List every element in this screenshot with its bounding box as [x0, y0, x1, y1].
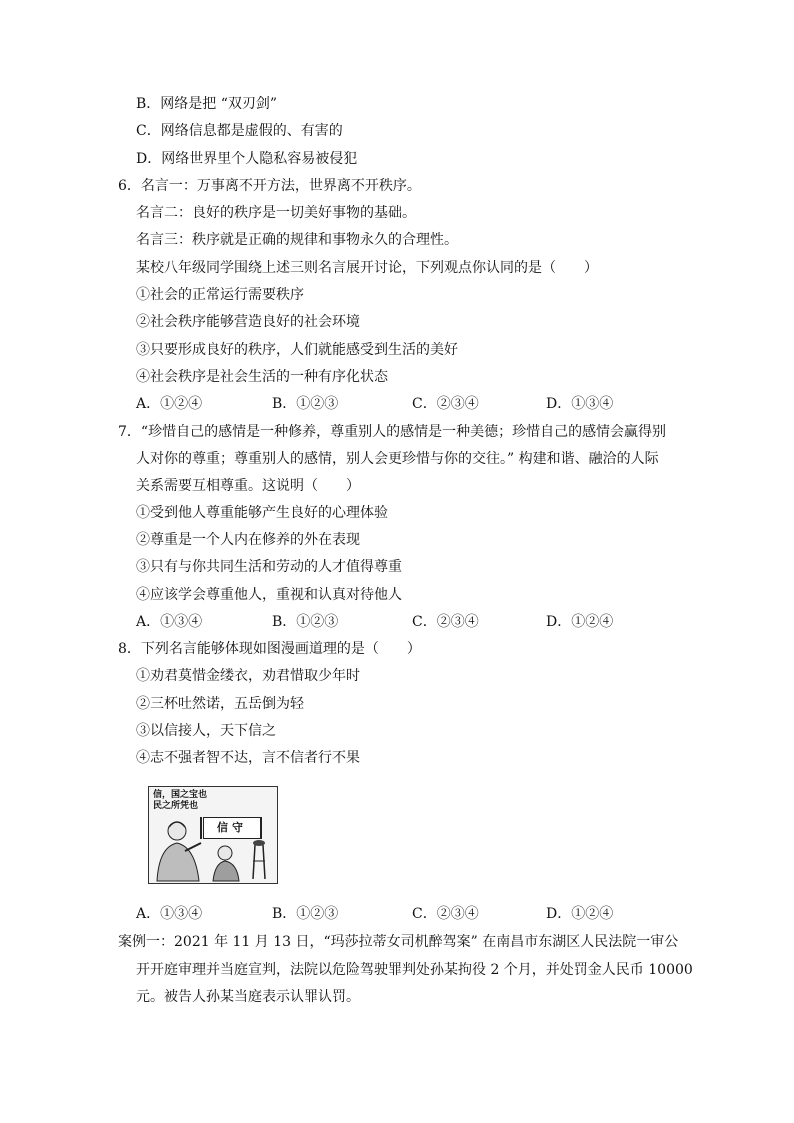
q6-statement-2: ②社会秩序能够营造良好的社会环境 — [136, 314, 360, 330]
q6-choice-b: B．①②③ — [272, 396, 339, 412]
q7-choice-a: A．①③④ — [136, 614, 203, 630]
q8-choices — [0, 904, 794, 924]
q7-statement-2: ②尊重是一个人内在修养的外在表现 — [136, 532, 360, 548]
q8-statement-4: ④志不强者智不达，言不信者行不果 — [136, 750, 360, 766]
q6-quote-3: 名言三：秩序就是正确的规律和事物永久的合理性。 — [136, 232, 458, 248]
q7-choice-b: B．①②③ — [272, 614, 339, 630]
q7-statement-1: ①受到他人尊重能够产生良好的心理体验 — [136, 505, 388, 521]
q8-choice-b: B．①②③ — [272, 906, 339, 922]
q8-choice-c: C．②③④ — [412, 906, 479, 922]
q6-statement-3: ③只要形成良好的秩序，人们就能感受到生活的美好 — [136, 342, 458, 358]
q6-statement-1: ①社会的正常运行需要秩序 — [136, 287, 304, 303]
q6-quote-1: 6．名言一：万事离不开方法，世界离不开秩序。 — [118, 178, 421, 194]
q6-choice-c: C．②③④ — [412, 396, 479, 412]
q8-choice-a: A．①③④ — [136, 906, 203, 922]
q5-option-b: B．网络是把 “双刃剑” — [136, 96, 278, 112]
q8-choice-d: D．①②④ — [546, 906, 614, 922]
cartoon-scroll: 信守 — [203, 817, 261, 839]
q7-statement-3: ③只有与你共同生活和劳动的人才值得尊重 — [136, 559, 402, 575]
case1-line-1: 案例一：2021 年 11 月 13 日，“玛莎拉蒂女司机醉驾案” 在南昌市东湖区人民法院一审公 — [118, 934, 679, 950]
q7-stem-line-1: 7．“珍惜自己的感情是一种修养，尊重别人的感情是一种美德；珍惜自己的感情会赢得别 — [118, 424, 667, 440]
q6-quote-2: 名言二：良好的秩序是一切美好事物的基础。 — [136, 205, 416, 221]
q6-statement-4: ④社会秩序是社会生活的一种有序化状态 — [136, 369, 388, 385]
q7-stem-line-3: 关系需要互相尊重。这说明（ ） — [136, 478, 360, 494]
q5-option-c: C．网络信息都是虚假的、有害的 — [136, 123, 343, 139]
q7-choice-c: C．②③④ — [412, 614, 479, 630]
q6-choices — [0, 394, 794, 414]
q7-choices — [0, 612, 794, 632]
q8-statement-1: ①劝君莫惜金缕衣，劝君惜取少年时 — [136, 668, 360, 684]
q8-stem: 8．下列名言能够体现如图漫画道理的是（ ） — [118, 641, 421, 657]
q6-choice-a: A．①②④ — [136, 396, 203, 412]
q6-question: 某校八年级同学围绕上述三则名言展开讨论，下列观点你认同的是（ ） — [136, 260, 598, 276]
q6-choice-d: D．①③④ — [546, 396, 614, 412]
q8-statement-3: ③以信接人，天下信之 — [136, 723, 276, 739]
q8-statement-2: ②三杯吐然诺，五岳倒为轻 — [136, 696, 304, 712]
q5-option-d: D．网络世界里个人隐私容易被侵犯 — [136, 151, 358, 167]
case1-line-3: 元。被告人孙某当庭表示认罪认罚。 — [136, 989, 360, 1005]
cartoon-caption-line-1: 信，国之宝也 — [153, 790, 208, 800]
cartoon-caption-line-2: 民之所凭也 — [153, 801, 199, 811]
cartoon-figures-drawing — [149, 787, 277, 883]
q7-stem-line-2: 人对你的尊重；尊重别人的感情，别人会更珍惜与你的交往。” 构建和谐、融洽的人际 — [136, 451, 659, 467]
q7-choice-d: D．①②④ — [546, 614, 614, 630]
case1-line-2: 开开庭审理并当庭宣判，法院以危险驾驶罪判处孙某拘役 2 个月，并处罚金人民币 10000 — [136, 962, 693, 978]
trust-cartoon-image — [148, 786, 278, 884]
q7-statement-4: ④应该学会尊重他人，重视和认真对待他人 — [136, 587, 402, 603]
